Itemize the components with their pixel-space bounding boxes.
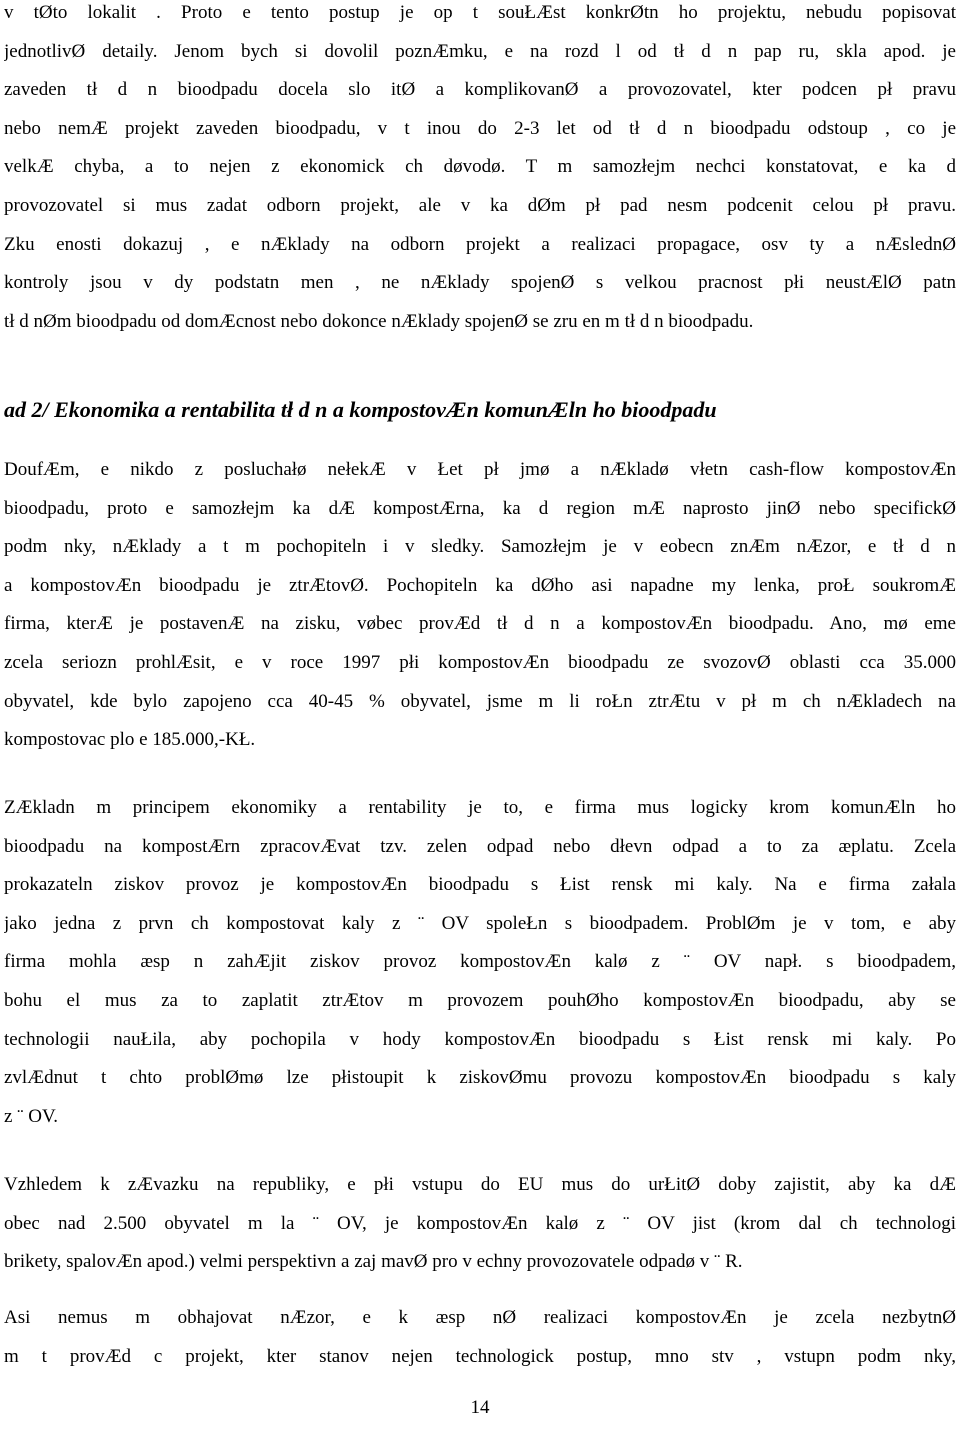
text-line: bohu el mus za to zaplatit ztrÆtov m provozem pouhØho kompostovÆn bioodpadu, aby se (4, 989, 956, 1011)
text-line: ZÆkladn m principem ekonomiky a rentability je to, e firma mus logicky krom komunÆln ho (4, 797, 956, 818)
text-line: kontroly jsou v dy podstatn men , ne nÆklady spojenØ s velkou pracnost płi neustÆlØ patn (4, 272, 956, 294)
text-line: m t provÆd c projekt, kter stanov nejen technologick postup, mno stv , vstupn podm nky, (4, 1345, 956, 1367)
text-line: brikety, spalovÆn apod.) velmi perspektivn a zaj mavØ pro v echny provozovatele odpadø v ¨ R. (4, 1251, 743, 1273)
text-line: podm nky, nÆklady a t m pochopiteln i v sledky. Samozłejm je v eobecn znÆm nÆzor, e tł d n (4, 536, 956, 558)
text-line: firma mohla æsp n zahÆjit ziskov provoz kompostovÆn kalø z ¨ OV napł. s bioodpadem, (4, 951, 956, 973)
page-number: 14 (470, 1397, 490, 1418)
text-line: zaveden tł d n bioodpadu docela slo itØ a komplikovanØ a provozovatel, kter podcen pł pravu (4, 79, 956, 101)
text-line: velkÆ chyba, a to nejen z ekonomick ch døvodø. T m samozłejm nechci konstatovat, e ka d (4, 156, 956, 178)
text-line: Zku enosti dokazuj , e nÆklady na odborn projekt a realizaci propagace, osv ty a nÆslednØ (4, 233, 956, 255)
text-line: prokazateln ziskov provoz je kompostovÆn bioodpadu s Łist rensk mi kaly. Na e firma załala (4, 874, 956, 896)
text-line: v tØto lokalit . Proto e tento postup je op t souŁÆst konkrØtn ho projektu, nebudu popisovat (4, 2, 956, 23)
text-line: obec nad 2.500 obyvatel m la ¨ OV, je kompostovÆn kalø z ¨ OV jist (krom dal ch technologi (4, 1212, 956, 1234)
text-line: kompostovac plo e 185.000,-KŁ. (4, 729, 256, 751)
text-line: z ¨ OV. (4, 1105, 59, 1127)
text-line: provozovatel si mus zadat odborn projekt, ale v ka dØm pł pad nesm podcenit celou pł pravu. (4, 194, 956, 216)
text-line: zvlÆdnut t chto problØmø lze płistoupit k ziskovØmu provozu kompostovÆn bioodpadu s kaly (4, 1067, 956, 1089)
text-line: nebo nemÆ projekt zaveden bioodpadu, v t inou do 2-3 let od tł d n bioodpadu odstoup , co je (4, 117, 956, 139)
text-line: tł d nØm bioodpadu od domÆcnost nebo dokonce nÆklady spojenØ se zru en m tł d n bioodpadu. (4, 310, 754, 332)
text-line: technologii nauŁila, aby pochopila v hody kompostovÆn bioodpadu s Łist rensk mi kaly. Po (4, 1028, 956, 1050)
paragraph-project (4, 1299, 956, 1376)
paragraph-intro (4, 0, 956, 341)
text-line: firma, kterÆ je postavenÆ na zisku, vøbec provÆd tł d n a kompostovÆn bioodpadu. Ano, mø eme (4, 613, 956, 635)
text-line: jednotlivØ detaily. Jenom bych si dovolil poznÆmku, e na rozd l od tł d n pap ru, skla apod. je (4, 40, 956, 62)
text-line: a kompostovÆn bioodpadu je ztrÆtovØ. Pochopiteln ka dØho asi napadne my lenka, proŁ soukromÆ (4, 574, 956, 596)
paragraph-eu-commitment (4, 1166, 956, 1282)
text-line: zcela seriozn prohlÆsit, e v roce 1997 płi kompostovÆn bioodpadu ze svozovØ oblasti cca 35.000 (4, 651, 956, 673)
text-line: DoufÆm, e nikdo z posluchałø nełekÆ v Łet pł jmø a nÆkladø vłetn cash-flow kompostovÆn (4, 459, 956, 480)
paragraph-principle (4, 789, 956, 1136)
text-line: Vzhledem k zÆvazku na republiky, e płi vstupu do EU mus do urŁitØ doby zajistit, aby ka dÆ (4, 1174, 956, 1195)
text-line: bioodpadu, proto e samozłejm ka dÆ kompostÆrna, ka d region mÆ naprosto jinØ nebo specifickØ (4, 497, 956, 519)
section-heading: ad 2/ Ekonomika a rentabilita tł d n a kompostovÆn komunÆln ho bioodpadu (4, 397, 717, 422)
text-line: bioodpadu na kompostÆrn zpracovÆvat tzv. zelen odpad nebo dłevn odpad a to za æplatu. Zcela (4, 835, 956, 857)
text-line: obyvatel, kde bylo zapojeno cca 40-45 % obyvatel, jsme m li roŁn ztrÆtu v pł m ch nÆkladech na (4, 690, 956, 712)
text-line: jako jedna z prvn ch kompostovat kaly z ¨ OV spoleŁn s bioodpadem. ProblØm je v tom, e aby (4, 912, 956, 934)
paragraph-economics (4, 451, 956, 760)
text-line: Asi nemus m obhajovat nÆzor, e k æsp nØ realizaci kompostovÆn je zcela nezbytnØ (4, 1307, 956, 1328)
